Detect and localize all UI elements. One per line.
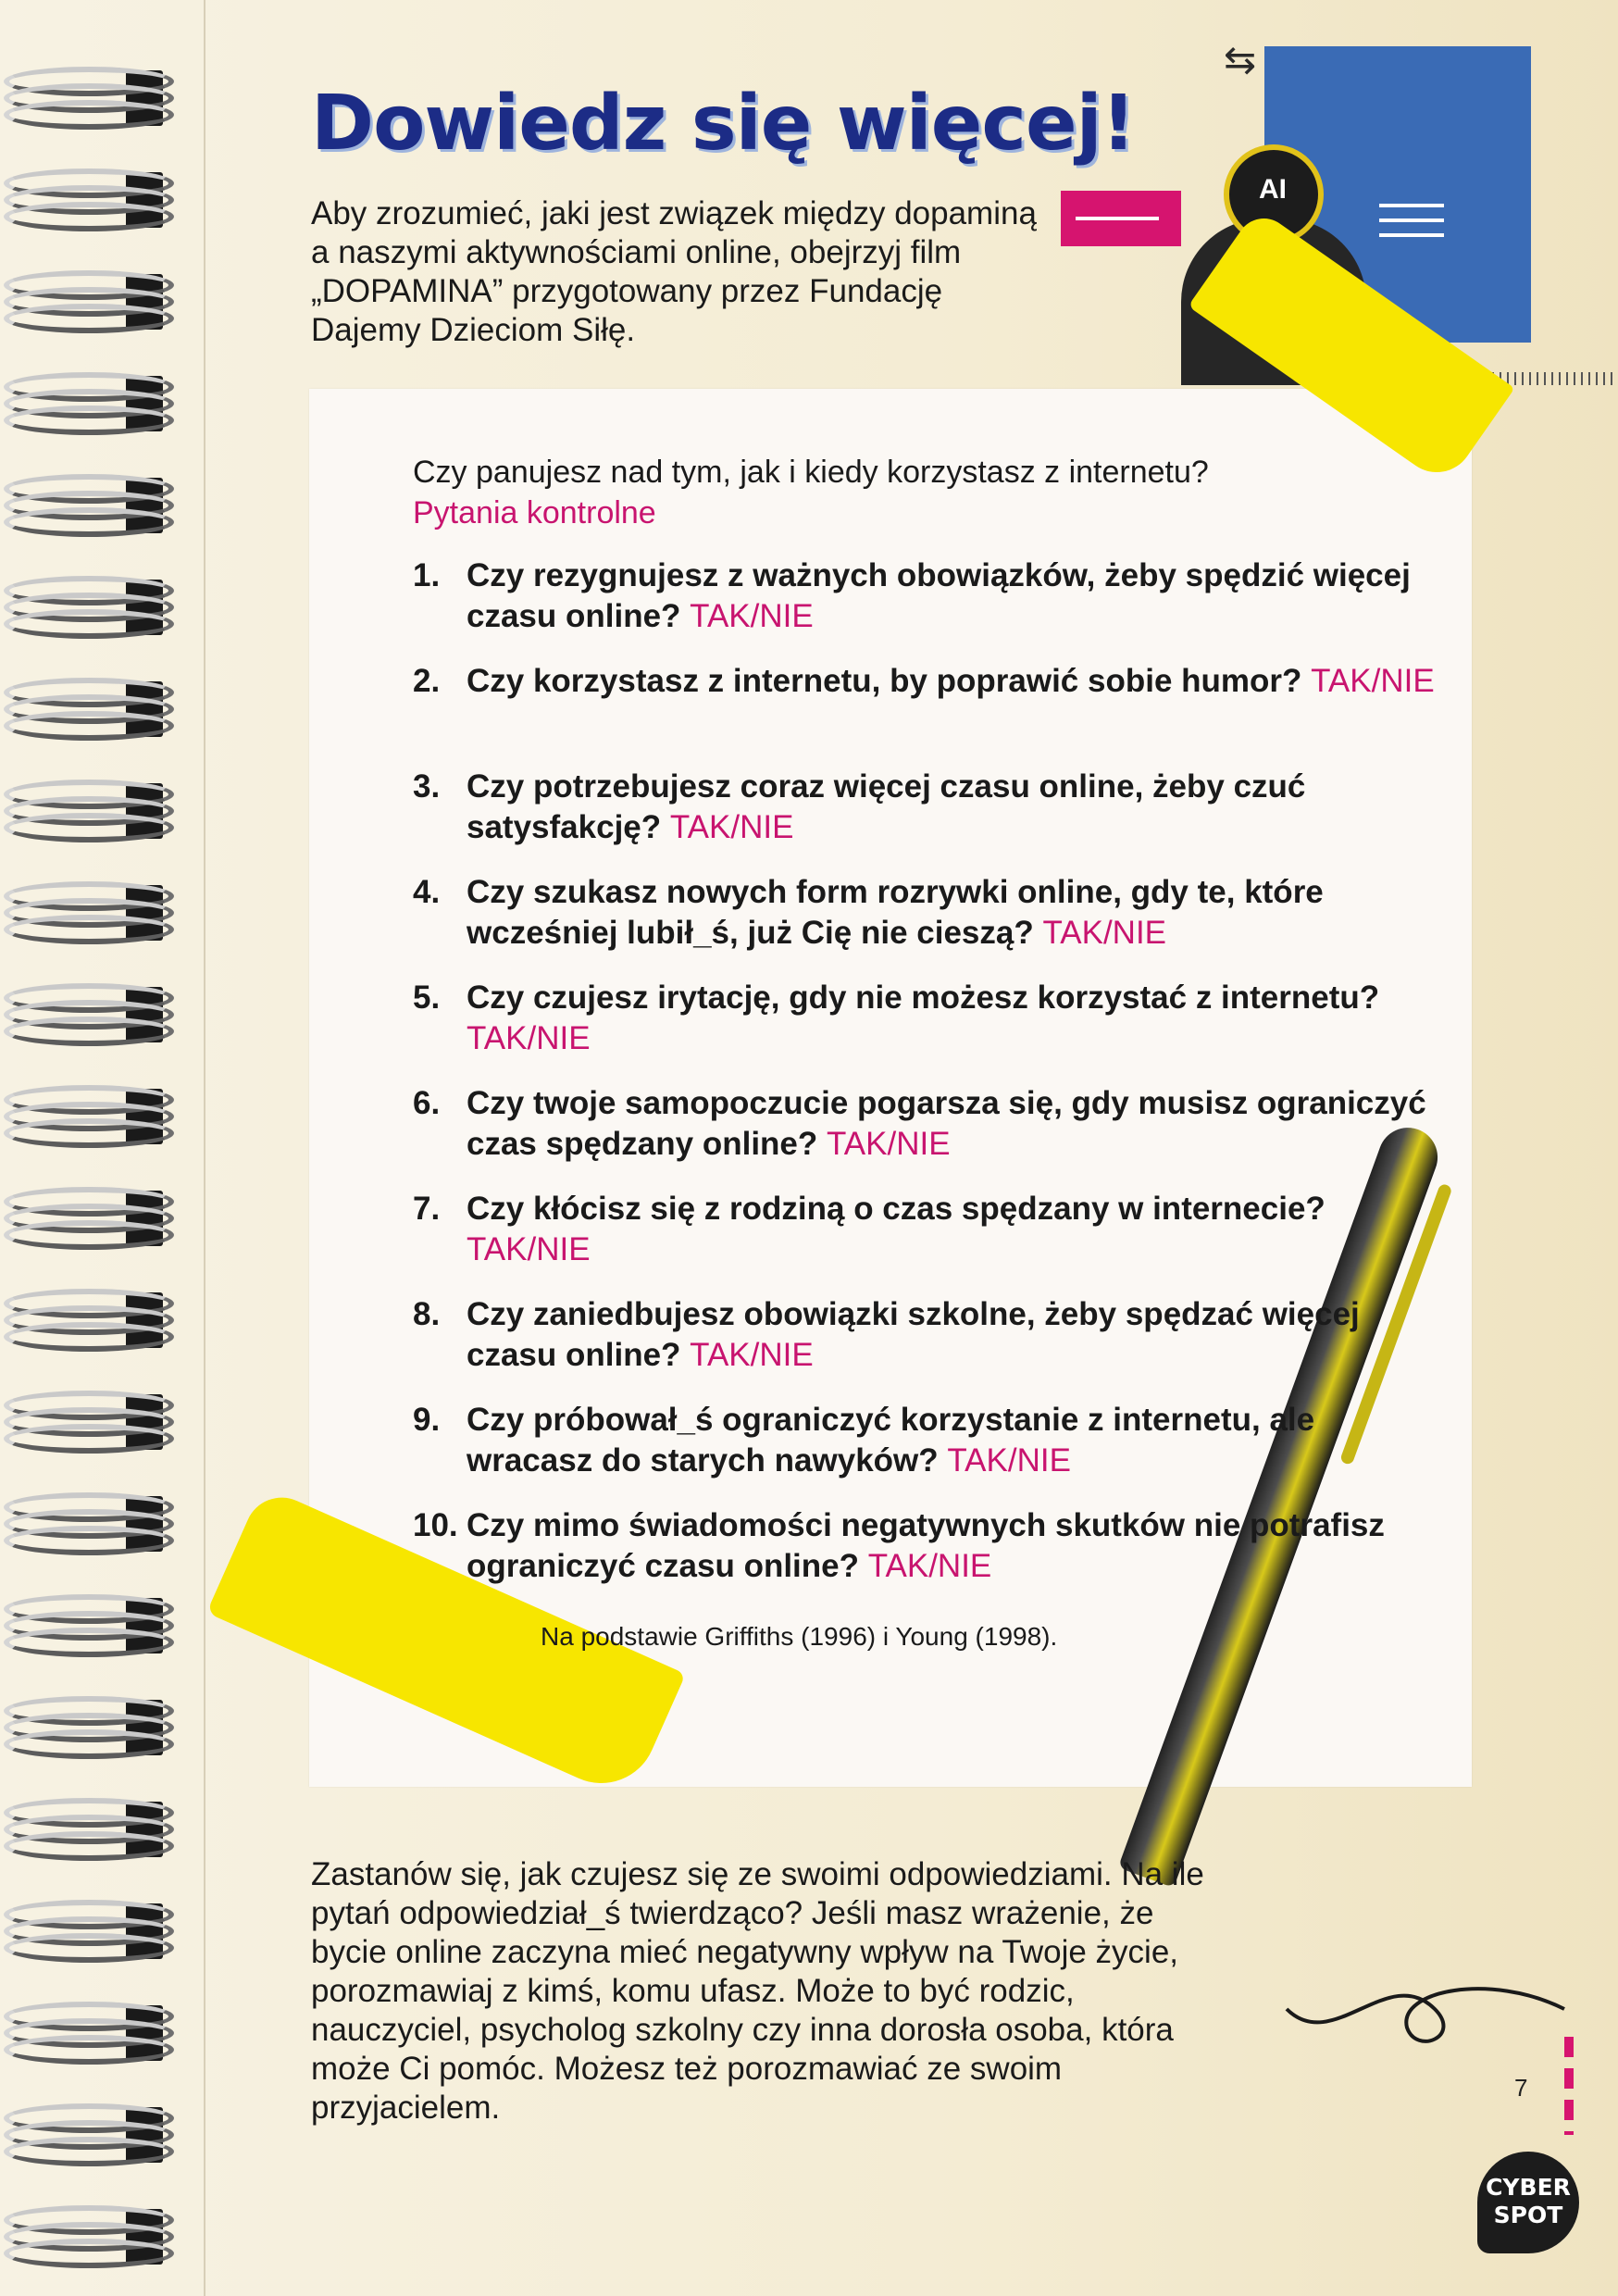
question-text: Czy rezygnujesz z ważnych obowiązków, żeby spędzić więcej czasu online?: [467, 557, 1411, 634]
spiral-ring: [4, 1072, 163, 1161]
answer-label: TAK/NIE: [1311, 663, 1435, 699]
answer-label: TAK/NIE: [467, 1231, 591, 1267]
logo-line-2: SPOT: [1493, 2202, 1563, 2228]
question-item: [413, 872, 1440, 978]
intro-text: Aby zrozumieć, jaki jest związek między dopaminą a naszymi aktywnościami online, obejrzyj film „DOPAMINA” przygotowany przez Fundację Dajemy Dzieciom Siłę.: [311, 195, 1037, 348]
question-text: Czy potrzebujesz coraz więcej czasu online, żeby czuć satysfakcję?: [467, 768, 1306, 845]
question-text: Czy zaniedbujesz obowiązki szkolne, żeby spędzać więcej czasu online?: [467, 1296, 1360, 1373]
question-number: 10.: [413, 1507, 458, 1543]
spiral-ring: [4, 2192, 163, 2281]
question-number: 3.: [413, 768, 441, 805]
question-text: Czy szukasz nowych form rozrywki online, gdy te, które wcześniej lubił_ś, już Cię nie cieszą?: [467, 874, 1324, 951]
answer-label: TAK/NIE: [467, 1020, 591, 1056]
question-item: [413, 1294, 1440, 1400]
cyberspot-logo: [1477, 2152, 1579, 2253]
spiral-ring: [4, 1887, 163, 1976]
question-item: [413, 1083, 1440, 1189]
spiral-ring: [4, 563, 163, 652]
outro-text: Zastanów się, jak czujesz się ze swoimi odpowiedziami. Na ile pytań odpowiedział_ś twierdząco? Jeśli masz wrażenie, że bycie online zaczyna mieć negatywny wpływ na Twoje życie, porozmawiaj z kimś, komu ufasz. Może to być rodzic, nauczyciel, psycholog szkolny czy inna dorosła osoba, która może Ci pomóc. Możesz też porozmawiać ze swoim przyjacielem.: [311, 1856, 1204, 2126]
question-item: [413, 1505, 1440, 1611]
question-item: [413, 661, 1440, 767]
spiral-ring: [4, 1785, 163, 1874]
answer-label: TAK/NIE: [867, 1548, 992, 1584]
page-title: Dowiedz się więcej!: [311, 80, 1136, 168]
pink-tag-decoration: [1061, 191, 1181, 246]
question-number: 4.: [413, 874, 441, 910]
pink-dashes-decoration: [1564, 2037, 1574, 2135]
answer-label: TAK/NIE: [690, 598, 814, 634]
spiral-ring: [4, 359, 163, 448]
question-item: [413, 1400, 1440, 1505]
question-number: 6.: [413, 1085, 441, 1121]
question-text: Czy próbował_ś ograniczyć korzystanie z internetu, ale wracasz do starych nawyków?: [467, 1402, 1315, 1479]
spiral-ring: [4, 1378, 163, 1466]
question-number: 7.: [413, 1191, 441, 1227]
spiral-ring: [4, 1683, 163, 1772]
question-item: [413, 978, 1440, 1083]
question-item: [413, 767, 1440, 872]
spiral-ring: [4, 156, 163, 244]
answer-label: TAK/NIE: [690, 1337, 814, 1373]
question-text: Czy korzystasz z internetu, by poprawić sobie humor?: [467, 663, 1302, 699]
spiral-ring: [4, 461, 163, 550]
question-number: 1.: [413, 557, 441, 593]
checklist-lead: Czy panujesz nad tym, jak i kiedy korzystasz z internetu?: [413, 455, 1209, 490]
checklist-subtitle: Pytania kontrolne: [413, 495, 656, 530]
question-item: [413, 555, 1440, 661]
spiral-ring: [4, 970, 163, 1059]
question-text: Czy kłócisz się z rodziną o czas spędzany w internecie?: [467, 1191, 1326, 1227]
spiral-ring: [4, 1581, 163, 1670]
question-list: [413, 555, 1440, 1611]
answer-label: TAK/NIE: [827, 1126, 951, 1162]
question-number: 8.: [413, 1296, 441, 1332]
spiral-ring: [4, 1989, 163, 2078]
question-number: 2.: [413, 663, 441, 699]
spiral-binding: [0, 0, 185, 2296]
spiral-ring: [4, 1276, 163, 1365]
spiral-ring: [4, 665, 163, 754]
squiggle-decoration: [1277, 1953, 1574, 2065]
question-item: [413, 1189, 1440, 1294]
spiral-ring: [4, 257, 163, 346]
spiral-ring: [4, 767, 163, 855]
question-text: Czy mimo świadomości negatywnych skutków nie potrafisz ograniczyć czasu online?: [467, 1507, 1385, 1584]
spiral-ring: [4, 1479, 163, 1568]
ai-label: AI: [1259, 174, 1287, 205]
question-text: Czy czujesz irytację, gdy nie możesz korzystać z internetu?: [467, 980, 1380, 1016]
question-number: 5.: [413, 980, 441, 1016]
swap-arrows-icon: ⇆: [1224, 38, 1257, 81]
spiral-ring: [4, 2090, 163, 2179]
answer-label: TAK/NIE: [947, 1442, 1071, 1479]
question-text: Czy twoje samopoczucie pogarsza się, gdy musisz ograniczyć czas spędzany online?: [467, 1085, 1426, 1162]
text-lines-icon: [1379, 204, 1444, 248]
question-number: 9.: [413, 1402, 441, 1438]
margin-line: [204, 0, 205, 2296]
spiral-ring: [4, 54, 163, 143]
page-number: 7: [1514, 2074, 1528, 2102]
spiral-ring: [4, 1174, 163, 1263]
answer-label: TAK/NIE: [1042, 915, 1167, 951]
source-note: Na podstawie Griffiths (1996) i Young (1998).: [541, 1622, 1058, 1651]
answer-label: TAK/NIE: [669, 809, 794, 845]
logo-line-1: CYBER: [1486, 2174, 1571, 2201]
spiral-ring: [4, 868, 163, 957]
